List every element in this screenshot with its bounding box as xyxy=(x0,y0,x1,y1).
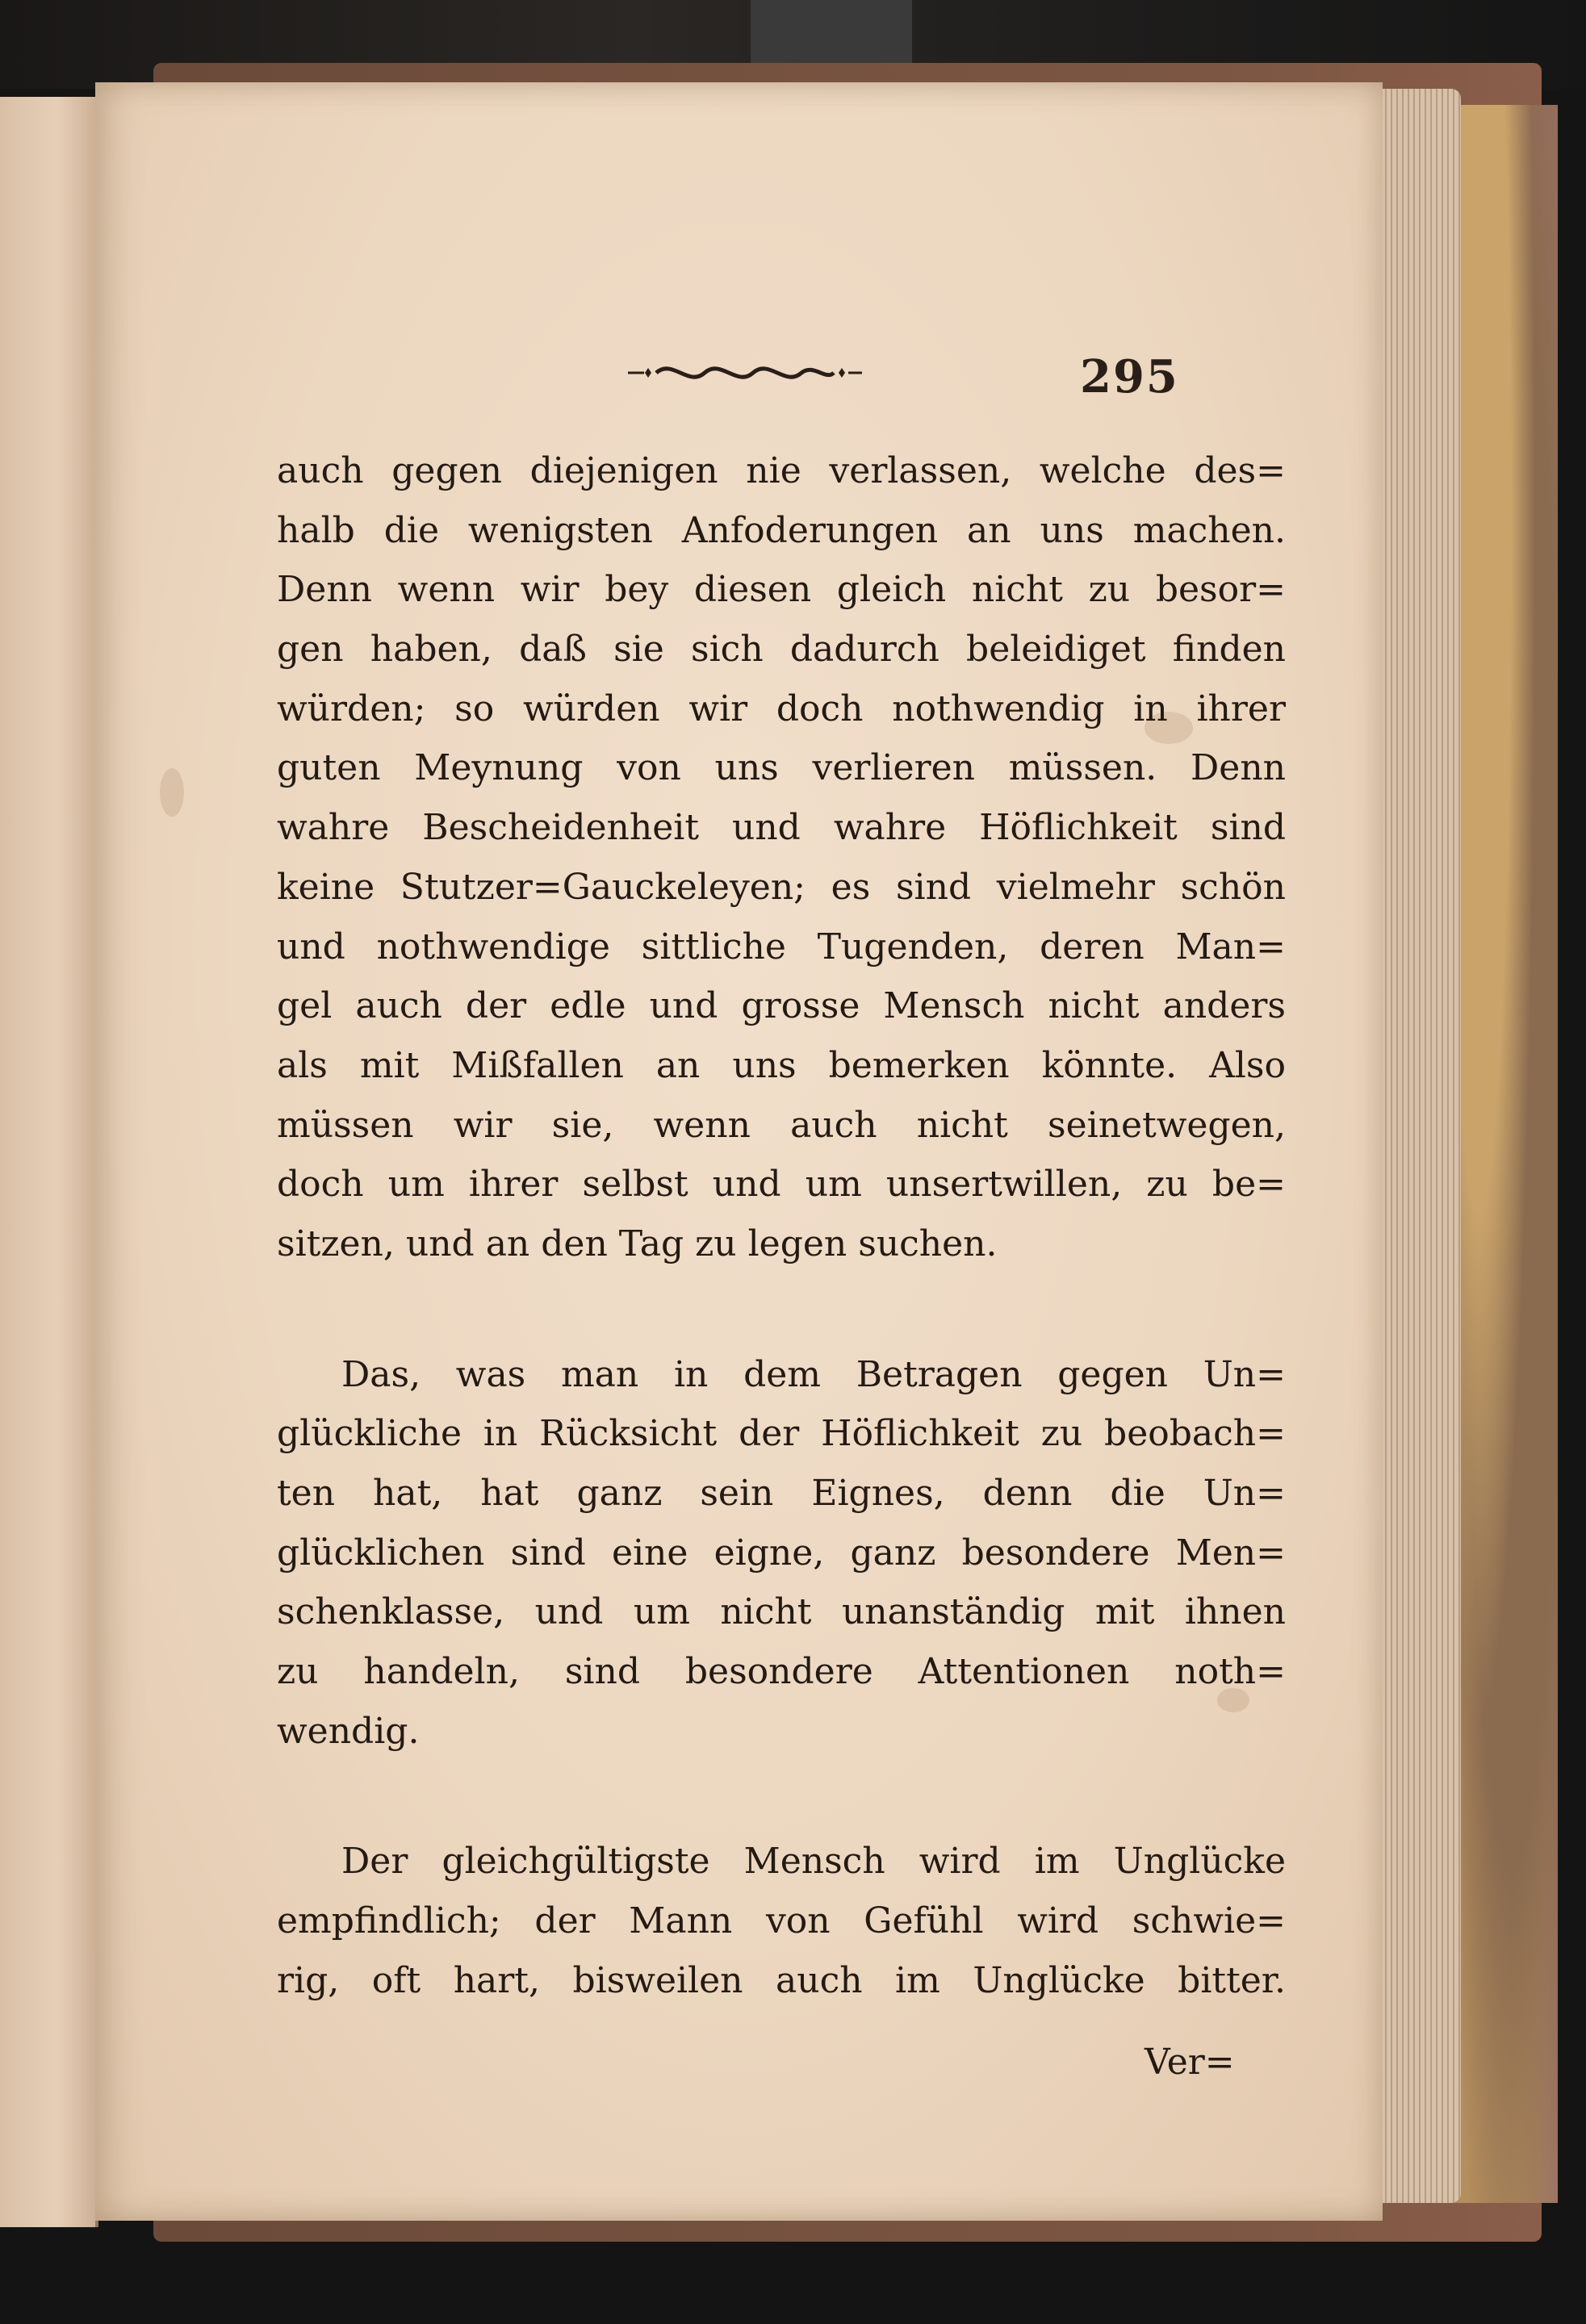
text-line: guten Meynung von uns verlieren müssen. Denn xyxy=(277,747,1286,789)
catchword: Ver= xyxy=(1145,2042,1235,2083)
text-line: gen haben, daß sie sich dadurch beleidiget finden xyxy=(277,629,1286,671)
text-line: sitzen, und an den Tag zu legen suchen. xyxy=(277,1223,998,1264)
text-line: würden; so würden wir doch nothwendig in ihrer xyxy=(277,688,1286,729)
paragraph-gap xyxy=(277,1761,1286,1832)
ornament-icon xyxy=(612,357,870,389)
text-line: keine Stutzer=Gauckeleyen; es sind vielmehr schön xyxy=(277,866,1286,908)
text-line: als mit Mißfallen an uns bemerken könnte. Also xyxy=(277,1044,1286,1086)
text-line: Das, was man in dem Betragen gegen Un= xyxy=(341,1353,1286,1395)
text-line: glücklichen sind eine eigne, ganz besondere Men= xyxy=(277,1532,1286,1574)
body-text xyxy=(277,441,1286,2011)
book-page xyxy=(95,82,1383,2221)
text-line: zu handeln, sind besondere Attentionen noth= xyxy=(277,1651,1286,1693)
text-line: empfindlich; der Mann von Gefühl wird schwie= xyxy=(277,1900,1286,1942)
marbled-cover-edge xyxy=(1445,105,1558,2203)
text-line: rig, oft hart, bisweilen auch im Unglücke bitter. xyxy=(277,1959,1286,2001)
text-line: ten hat, hat ganz sein Eignes, denn die Un= xyxy=(277,1473,1286,1514)
text-line: Der gleichgültigste Mensch wird im Unglücke xyxy=(341,1841,1286,1883)
text-line: und nothwendige sittliche Tugenden, deren Man= xyxy=(277,926,1286,968)
text-line: wendig. xyxy=(277,1710,420,1752)
text-line: glückliche in Rücksicht der Höflichkeit zu beobach= xyxy=(277,1413,1286,1455)
page-header xyxy=(95,276,1383,403)
text-line: doch um ihrer selbst und um unsertwillen, zu be= xyxy=(277,1164,1286,1206)
background-patch xyxy=(751,0,912,73)
text-line: halb die wenigsten Anfoderungen an uns machen. xyxy=(277,509,1286,551)
text-line: wahre Bescheidenheit und wahre Höflichkeit sind xyxy=(277,807,1286,849)
text-line: Denn wenn wir bey diesen gleich nicht zu besor= xyxy=(277,569,1286,611)
paragraph-gap xyxy=(277,1274,1286,1345)
left-page-edge xyxy=(0,97,98,2227)
text-line: müssen wir sie, wenn auch nicht seinetwegen, xyxy=(277,1104,1286,1146)
paper-stain xyxy=(160,768,184,817)
text-line: schenklasse, und um nicht unanständig mit ihnen xyxy=(277,1591,1286,1633)
text-line: auch gegen diejenigen nie verlassen, welche des= xyxy=(277,450,1286,491)
page-number: 295 xyxy=(1080,350,1179,403)
text-line: gel auch der edle und grosse Mensch nicht anders xyxy=(277,985,1286,1027)
